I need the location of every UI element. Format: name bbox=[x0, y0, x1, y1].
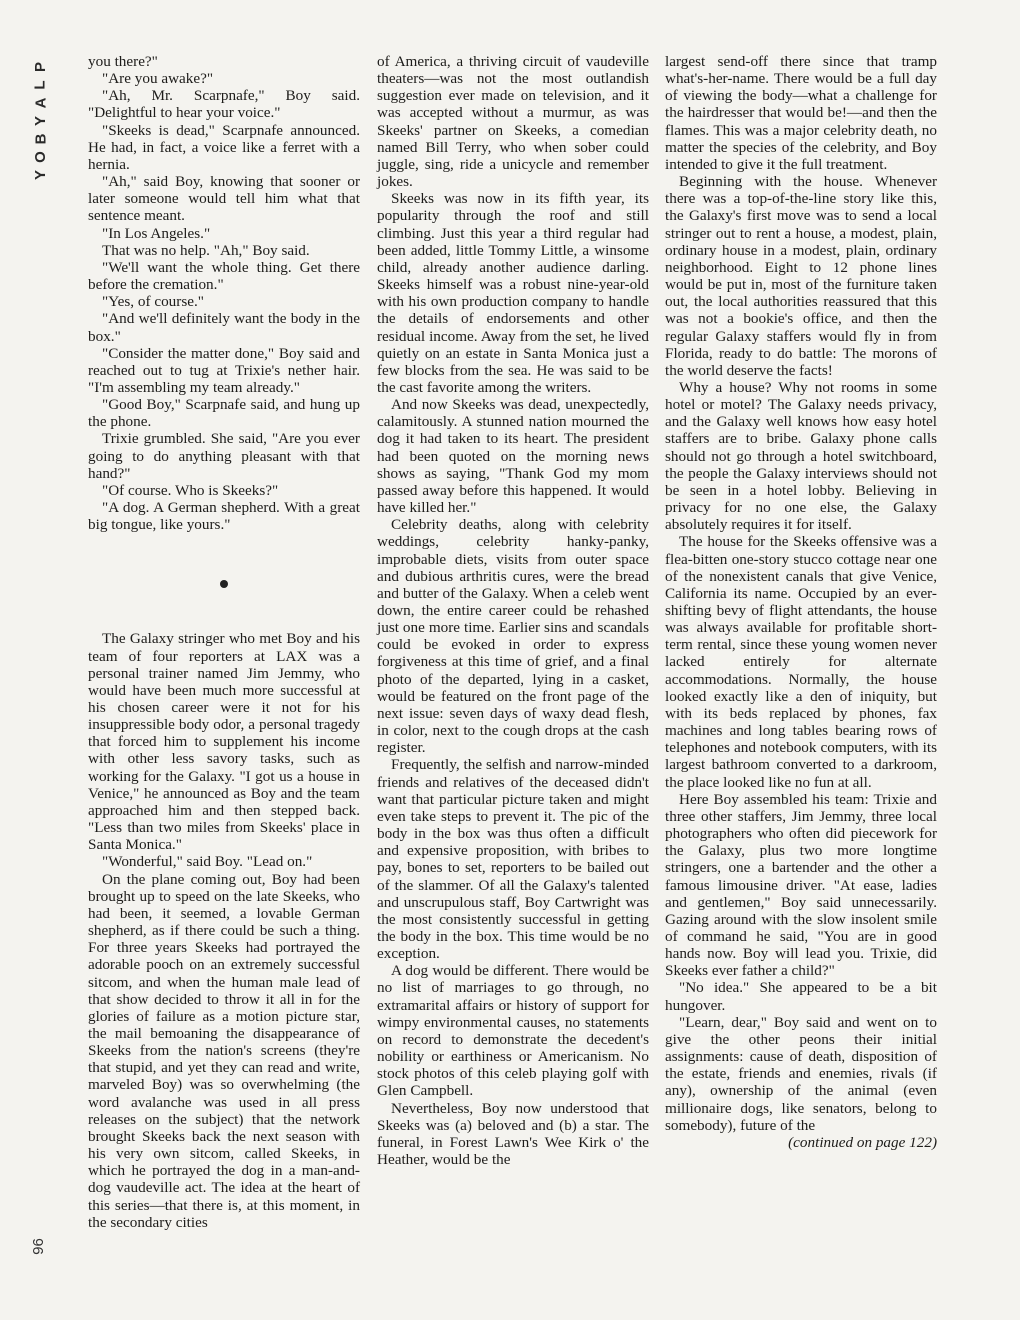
paragraph: Nevertheless, Boy now understood that Skeeks was (a) beloved and (b) a star. The funeral, in Forest Lawn's Wee Kirk o' the Heather, would be the bbox=[377, 1099, 649, 1168]
paragraph: The house for the Skeeks offensive was a flea-bitten one-story stucco cottage near one of the nonexistent canals that give Venice, California its name. Occupied by an ever-shifting bevy of flight attendants, the house was always available for profitable short-term rental, since these young women never lacked entirely for alternate accommodations. Normally, the house looked exactly like a den of iniquity, but with its beds replaced by phones, fax machines and long tables bearing rows of telephones and notebook computers, with its largest bathroom converted to a darkroom, the place looked like no fun at all. bbox=[665, 533, 937, 791]
paragraph: Beginning with the house. Whenever there was a top-of-the-line story like this, the Galaxy's first move was to send a local stringer out to rent a house, a modest, plain, ordinary house in a modest, plain, ordinary neighborhood. Eight to 12 phone lines would be put in, most of the furniture taken out, the local authorities reassured that this was not a bookie's office, and then the regular Galaxy staffers would fly in from Florida, ready to do battle: The morons of the world deserve the facts! bbox=[665, 173, 937, 379]
paragraph: "Are you awake?" bbox=[102, 70, 214, 88]
paragraph: "Ah, Mr. Scarpnafe," Boy said. "Delightful to hear your voice." bbox=[88, 87, 360, 122]
text-column-1 bbox=[88, 53, 360, 1231]
masthead-letter: A bbox=[32, 97, 49, 109]
continuation-note: (continued on page 122) bbox=[788, 1133, 937, 1151]
masthead-vertical bbox=[30, 58, 52, 184]
paragraph: largest send-off there since that tramp what's-her-name. There would be a full day of viewing the body—what a challenge for the hairdresser that would be!—and then the flames. This was a major celebrity death, no matter the species of the celebrity, and Boy intended to give it the full treatment. bbox=[665, 53, 937, 173]
paragraph: "A dog. A German shepherd. With a great big tongue, like yours." bbox=[88, 499, 360, 534]
paragraph: of America, a thriving circuit of vaudeville theaters—was not the most outlandish suggestion ever made on television, and it was accepted without a murmur, as was Skeeks' partner on Skeeks, a comedian named Bill Terry, who when sober could juggle, sing, ride a unicycle and remember jokes. bbox=[377, 53, 649, 191]
paragraph: Skeeks was now in its fifth year, its popularity through the roof and still climbing. Just this year a third regular had been added, little Tommy Little, a winsome child, already another audience darling. Skeeks himself was a robust nine-year-old with his own production company to handle the details of endorsements and other residual income. Away from the set, he lived quietly on an estate in Santa Monica just a few blocks from the sea. He was said to be the cast favorite among the writers. bbox=[377, 190, 649, 396]
paragraph: That was no help. "Ah," Boy said. bbox=[102, 241, 310, 259]
paragraph: Why a house? Why not rooms in some hotel or motel? The Galaxy needs privacy, and the Galaxy well knows how easy hotel staffers are to bribe. Galaxy phone calls should not go through a hotel switchboard, the people the Galaxy interviews should not be seen in a hotel lobby. Believing in privacy for no one else, the Galaxy absolutely requires it for itself. bbox=[665, 378, 937, 534]
masthead-letter: B bbox=[32, 133, 49, 145]
masthead-letter: P bbox=[31, 61, 49, 73]
text-column-2 bbox=[377, 53, 649, 1168]
masthead-letter: Y bbox=[31, 169, 49, 181]
paragraph: "Consider the matter done," Boy said and reached out to tug at Trixie's nether hair. "I'm assembling my team already." bbox=[88, 344, 360, 396]
paragraph: "Ah," said Boy, knowing that sooner or later someone would tell him what that sentence meant. bbox=[88, 173, 360, 225]
paragraph: "And we'll definitely want the body in the box." bbox=[88, 310, 360, 345]
paragraph: "Of course. Who is Skeeks?" bbox=[102, 481, 279, 499]
paragraph: On the plane coming out, Boy had been brought up to speed on the late Skeeks, who had been, it seemed, a lovable German shepherd, as if there could be such a thing. For three years Skeeks had portrayed the adorable pooch on an extremely successful sitcom, and when the human male lead of that show decided to throw it all in for the glories of failure as a motion picture star, the mail bemoaning the disappearance of Skeeks from the nation's screens (they're that stupid, and yet they can read and write, marveled Boy) was so overwhelming (the word avalanche was used in all press releases on the subject) that the network brought Skeeks back the next season with his very own sitcom, called Skeeks, in which he portrayed the dog in a man-and-dog vaudeville act. The idea at the heart of this series—that there is, at this moment, in the secondary cities bbox=[88, 870, 360, 1231]
masthead-letter: Y bbox=[31, 115, 49, 127]
paragraph: Celebrity deaths, along with celebrity weddings, celebrity hanky-panky, improbable diets, visits from outer space and dubious arthritis cures, were the bread and butter of the Galaxy. When a celeb went down, the entire career could be rehashed just one more time. Earlier sins and scandals could be evoked in order to express forgiveness at this time of grief, and a final photo of the departed, lying in a casket, would be featured on the front page of the next issue: seven days of waxy dead flesh, in color, next to the cough drops at the cash register. bbox=[377, 516, 649, 757]
masthead-letter: O bbox=[31, 151, 49, 163]
paragraph: A dog would be different. There would be no list of marriages to go through, no extramarital affairs or history of support for wimpy environmental causes, no statements on record to demonstrate the decedent's nobility or earthiness or Americanism. No stock photos of this celeb playing golf with Glen Campbell. bbox=[377, 962, 649, 1100]
paragraph: "Skeeks is dead," Scarpnafe announced. He had, in fact, a voice like a ferret with a hernia. bbox=[88, 121, 360, 173]
section-break-bullet bbox=[220, 580, 228, 588]
masthead-letter: L bbox=[31, 80, 49, 90]
paragraph: Frequently, the selfish and narrow-minded friends and relatives of the deceased didn't want that particular picture taken and might even take steps to prevent it. The pic of the body in the box was thus often a difficult and expensive proposition, with bribes to pay, bones to set, reporters to be bailed out of the slammer. Of all the Galaxy's talented and unscrupulous staff, Boy Cartwright was the most consistently successful in getting the body in the box. This time would be no exception. bbox=[377, 756, 649, 963]
paragraph: "Good Boy," Scarpnafe said, and hung up the phone. bbox=[88, 396, 360, 431]
paragraph: you there?" bbox=[88, 53, 158, 70]
paragraph: "No idea." She appeared to be a bit hungover. bbox=[665, 979, 937, 1014]
paragraph: Trixie grumbled. She said, "Are you ever going to do anything pleasant with that hand?" bbox=[88, 430, 360, 482]
paragraph: "Yes, of course." bbox=[102, 293, 204, 311]
paragraph: "Wonderful," said Boy. "Lead on." bbox=[102, 853, 313, 871]
paragraph: And now Skeeks was dead, unexpectedly, calamitously. A stunned nation mourned the dog it had taken to its heart. The president had been quoted on the morning news shows as saying, "Thank God my mom passed away before this happened. It would have killed her." bbox=[377, 396, 649, 517]
paragraph: "Learn, dear," Boy said and went on to give the other peons their initial assignments: cause of death, disposition of the estate, friends and enemies, rivals (if any), ownership of the animal (even millionaire dogs, like senators, belong to somebody), future of the bbox=[665, 1013, 937, 1134]
paragraph: Here Boy assembled his team: Trixie and three other staffers, Jim Jemmy, three local photographers who often did piecework for the Galaxy, plus two more longtime stringers, one a bartender and the other a famous limousine driver. "At ease, ladies and gentlemen," Boy said unnecessarily. Gazing around with the slow insolent smile of command he said, "You are in good hands now. Boy will lead you. Trixie, did Skeeks ever father a child?" bbox=[665, 790, 937, 980]
page-number: 96 bbox=[29, 1238, 47, 1255]
paragraph: "We'll want the whole thing. Get there before the cremation." bbox=[88, 258, 360, 294]
paragraph: The Galaxy stringer who met Boy and his team of four reporters at LAX was a personal trainer named Jim Jemmy, who would have been much more successful at his chosen career were it not for his insuppressible body odor, a personal tragedy that forced him to supplement his income with other less savory tasks, such as working for the Galaxy. "I got us a house in Venice," he announced as Boy and the team approached him and then stepped back. "Less than two miles from Skeeks' place in Santa Monica." bbox=[88, 630, 360, 854]
text-column-3 bbox=[665, 53, 937, 1151]
paragraph: "In Los Angeles." bbox=[102, 224, 211, 242]
